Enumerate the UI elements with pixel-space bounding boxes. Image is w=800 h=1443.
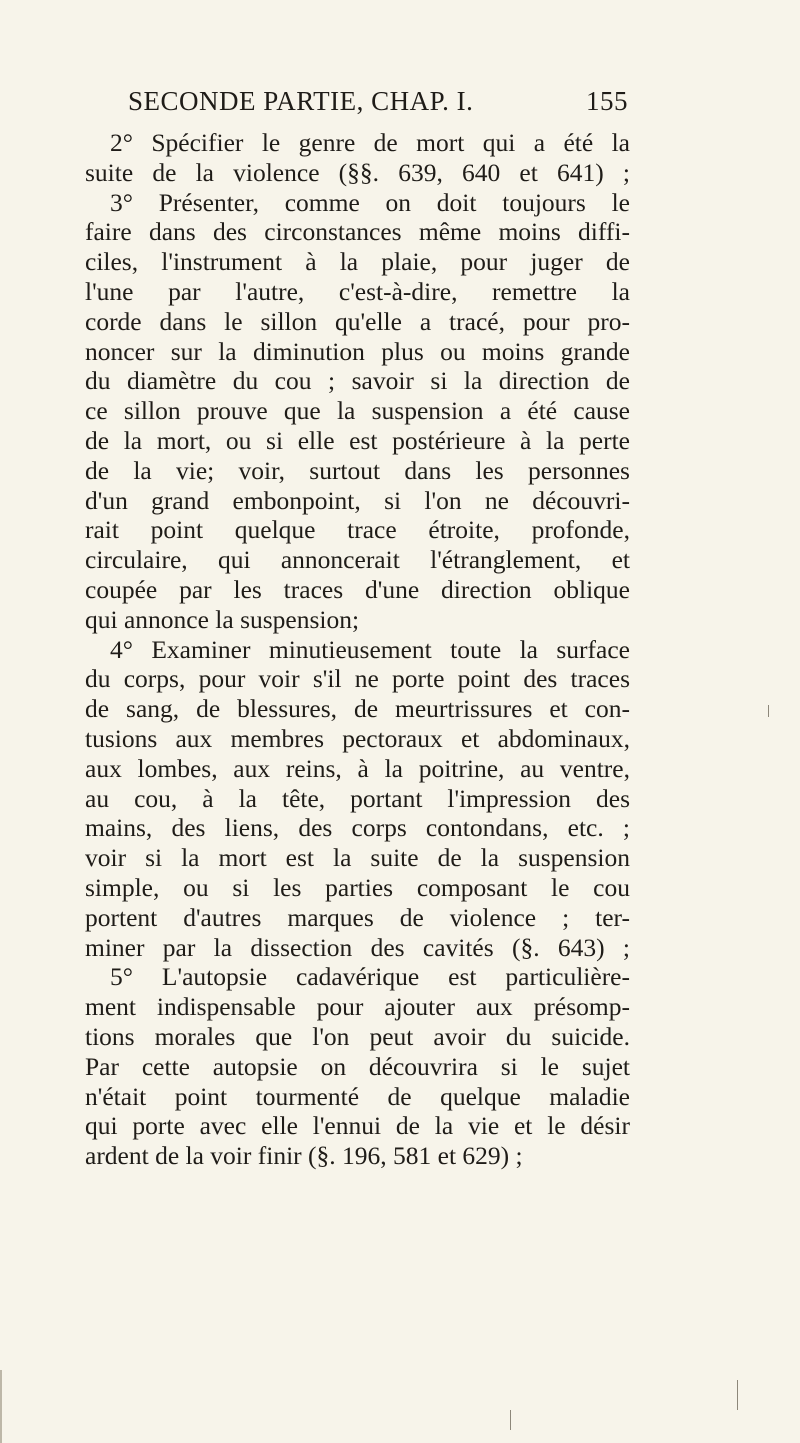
text-line: 4° Examiner minutieusement toute la surface: [110, 634, 630, 664]
text-line: coupée par les traces d'une direction oblique: [85, 574, 630, 604]
text-line: circulaire, qui annoncerait l'étranglement, et: [85, 545, 630, 575]
page-edge-mark: [0, 1370, 2, 1443]
text-line: ardent de la voir finir (§. 196, 581 et 629) ;: [85, 1141, 523, 1171]
text-line: 5° L'autopsie cadavérique est particulière-: [110, 962, 630, 992]
text-line: ciles, l'instrument à la plaie, pour juger de: [85, 247, 630, 277]
text-line: n'était point tourmenté de quelque maladie: [85, 1081, 630, 1111]
text-line: de la vie; voir, surtout dans les personnes: [85, 455, 630, 485]
text-line: du diamètre du cou ; savoir si la direction de: [85, 366, 630, 396]
text-line: faire dans des circonstances même moins diffi-: [85, 217, 630, 247]
text-line: suite de la violence (§§. 639, 640 et 641) ;: [85, 157, 630, 187]
text-line: Par cette autopsie on découvrira si le sujet: [85, 1051, 630, 1081]
text-line: aux lombes, aux reins, à la poitrine, au ventre,: [85, 753, 630, 783]
scan-artifact-tick: [737, 1380, 738, 1410]
text-line: portent d'autres marques de violence ; ter-: [85, 902, 630, 932]
text-line: miner par la dissection des cavités (§. 643) ;: [85, 932, 630, 962]
text-line: d'un grand embonpoint, si l'on ne découvri-: [85, 485, 630, 515]
text-line: voir si la mort est la suite de la suspension: [85, 843, 630, 873]
text-line: 2° Spécifier le genre de mort qui a été la: [110, 128, 630, 157]
page-header: [128, 86, 628, 126]
text-line: qui annonce la suspension;: [85, 604, 360, 634]
text-line: l'une par l'autre, c'est-à-dire, remettre la: [85, 276, 630, 306]
text-line: tusions aux membres pectoraux et abdominaux,: [85, 723, 630, 753]
text-line: de la mort, ou si elle est postérieure à la perte: [85, 425, 630, 455]
text-line: ce sillon prouve que la suspension a été cause: [85, 396, 630, 426]
text-line: tions morales que l'on peut avoir du suicide.: [85, 1021, 630, 1051]
text-line: au cou, à la tête, portant l'impression des: [85, 783, 630, 813]
text-line: mains, des liens, des corps contondans, etc. ;: [85, 813, 630, 843]
text-line: rait point quelque trace étroite, profonde,: [85, 515, 630, 545]
running-title: SECONDE PARTIE, CHAP. I.: [128, 86, 474, 116]
text-line: qui porte avec elle l'ennui de la vie et le désir: [85, 1111, 630, 1141]
scan-artifact-tick: [768, 705, 769, 717]
page-number: 155: [586, 86, 628, 116]
text-line: 3° Présenter, comme on doit toujours le: [110, 187, 630, 217]
body-text: [85, 128, 630, 1171]
text-line: simple, ou si les parties composant le cou: [85, 872, 630, 902]
text-line: de sang, de blessures, de meurtrissures et con-: [85, 694, 630, 724]
text-line: corde dans le sillon qu'elle a tracé, pour pro-: [85, 306, 630, 336]
scan-artifact-tick: [510, 1410, 511, 1430]
text-line: du corps, pour voir s'il ne porte point des traces: [85, 664, 630, 694]
text-line: noncer sur la diminution plus ou moins grande: [85, 336, 630, 366]
text-line: ment indispensable pour ajouter aux présomp-: [85, 992, 630, 1022]
